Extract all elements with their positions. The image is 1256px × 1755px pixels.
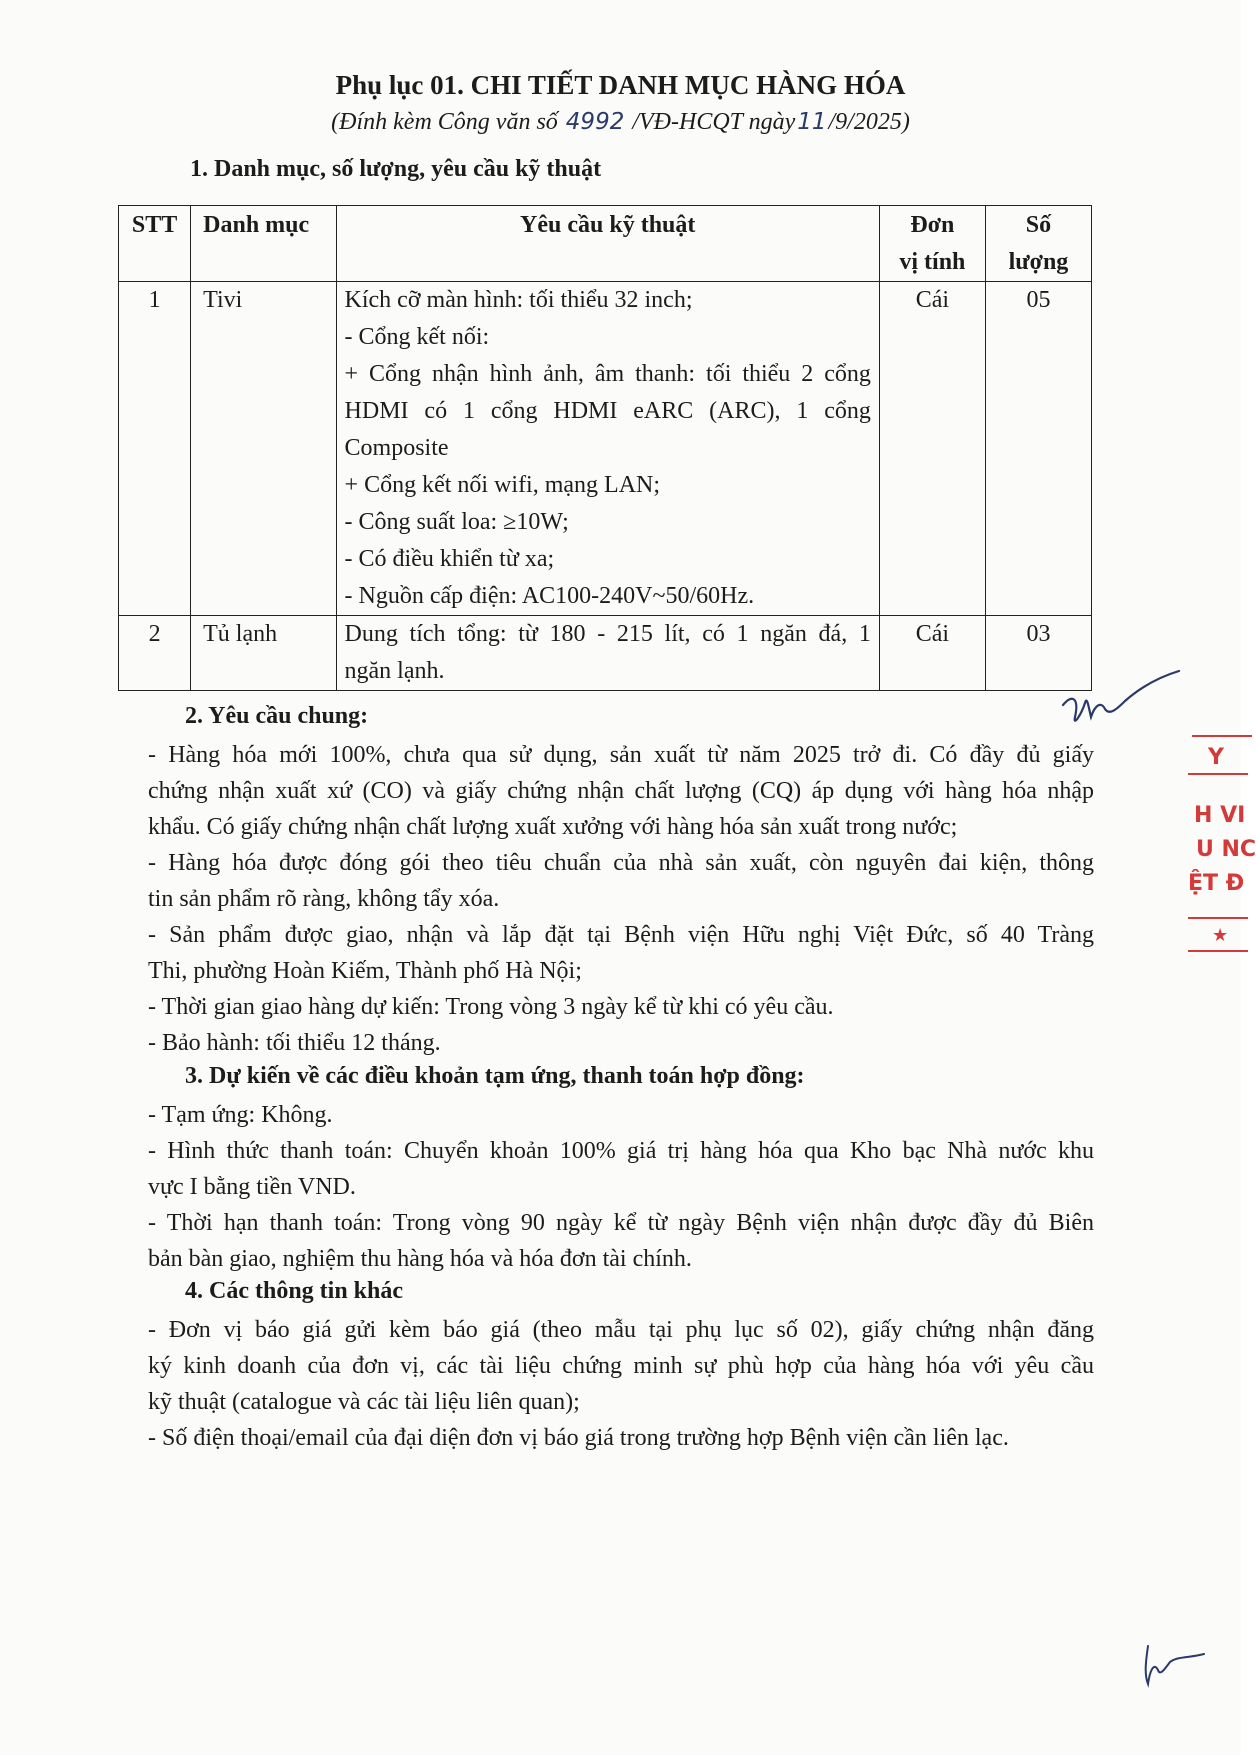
col-header-unit xyxy=(879,206,985,282)
cell-qty: 05 xyxy=(985,282,1091,616)
paragraph-line: - Tạm ứng: Không. xyxy=(148,1102,333,1128)
cell-spec xyxy=(336,282,879,616)
cell-item: Tivi xyxy=(191,282,336,616)
col-header-spec: Yêu cầu kỹ thuật xyxy=(336,206,879,282)
section4-heading: 4. Các thông tin khác xyxy=(185,1278,404,1304)
col-header-qty-l1: Số xyxy=(1025,212,1052,238)
spec-line: ngăn lạnh. xyxy=(344,658,445,684)
paragraph-line: - Đơn vị báo giá gửi kèm báo giá (theo mẫu tại phụ lục số 02), giấy chứng nhận đăng xyxy=(148,1317,1094,1343)
cell-unit: Cái xyxy=(879,282,985,616)
section4-body xyxy=(148,1312,1094,1456)
subtitle-middle: /VĐ-HCQT ngày xyxy=(632,109,796,135)
col-header-unit-l1: Đơn xyxy=(910,212,955,238)
section3-heading: 3. Dự kiến về các điều khoản tạm ứng, thanh toán hợp đồng: xyxy=(185,1063,805,1089)
cell-spec xyxy=(336,616,879,691)
paragraph-line: kỹ thuật (catalogue và các tài liệu liên quan); xyxy=(148,1389,580,1415)
spec-line: + Cổng nhận hình ảnh, âm thanh: tối thiểu 2 cổng xyxy=(344,361,871,387)
spec-line: HDMI có 1 cổng HDMI eARC (ARC), 1 cổng xyxy=(344,398,871,424)
col-header-stt: STT xyxy=(119,206,191,282)
spec-line: Dung tích tổng: từ 180 - 215 lít, có 1 ngăn đá, 1 xyxy=(344,621,871,647)
paragraph-line: khẩu. Có giấy chứng nhận chất lượng xuất xưởng với hàng hóa sản xuất trong nước; xyxy=(148,814,958,840)
stamp-fragment xyxy=(1188,735,1256,955)
cell-stt: 2 xyxy=(119,616,191,691)
spec-line: Kích cỡ màn hình: tối thiểu 32 inch; xyxy=(344,287,693,313)
paragraph-line: Thi, phường Hoàn Kiếm, Thành phố Hà Nội; xyxy=(148,958,582,984)
col-header-item: Danh mục xyxy=(191,206,336,282)
section2-body xyxy=(148,737,1094,1061)
paragraph-line: tin sản phẩm rõ ràng, không tẩy xóa. xyxy=(148,886,500,912)
col-header-qty xyxy=(985,206,1091,282)
paragraph-line: ký kinh doanh của đơn vị, các tài liệu chứng minh sự phù hợp của hàng hóa với yêu cầu xyxy=(148,1353,1094,1379)
paragraph-line: vực I bằng tiền VND. xyxy=(148,1174,356,1200)
handwritten-day: 11 xyxy=(797,109,827,135)
handwritten-initial-icon xyxy=(1055,665,1185,745)
table-row xyxy=(119,616,1092,691)
paragraph-line: chứng nhận xuất xứ (CO) và giấy chứng nhận chất lượng (CQ) áp dụng với hàng hóa nhập xyxy=(148,778,1094,804)
paragraph-line: - Sản phẩm được giao, nhận và lắp đặt tại Bệnh viện Hữu nghị Việt Đức, số 40 Tràng xyxy=(148,922,1094,948)
stamp-line-4: ỆT Đ xyxy=(1188,871,1245,896)
page-initial-icon xyxy=(1140,1640,1210,1690)
goods-table xyxy=(118,205,1092,691)
paragraph-line: - Hàng hóa được đóng gói theo tiêu chuẩn của nhà sản xuất, còn nguyên đai kiện, thông xyxy=(148,850,1094,876)
handwritten-doc-number: 4992 xyxy=(565,109,625,135)
spec-line: - Công suất loa: ≥10W; xyxy=(344,509,569,535)
table-row xyxy=(119,282,1092,616)
section3-body xyxy=(148,1097,1094,1277)
subtitle-suffix: /9/2025) xyxy=(828,109,910,135)
stamp-line-1: Y xyxy=(1208,745,1224,770)
page-title: Phụ lục 01. CHI TIẾT DANH MỤC HÀNG HÓA xyxy=(335,70,906,100)
spec-line: - Có điều khiển từ xa; xyxy=(344,546,555,572)
spec-line: - Cổng kết nối: xyxy=(344,324,490,350)
stamp-line-2: H VI xyxy=(1194,803,1246,828)
section2-heading: 2. Yêu cầu chung: xyxy=(185,703,369,729)
spec-line: Composite xyxy=(344,435,449,461)
page-subtitle xyxy=(0,109,1241,136)
paragraph-line: - Hình thức thanh toán: Chuyển khoản 100% giá trị hàng hóa qua Kho bạc Nhà nước khu xyxy=(148,1138,1094,1164)
cell-stt: 1 xyxy=(119,282,191,616)
table-header-row xyxy=(119,206,1092,282)
paragraph-line: - Thời hạn thanh toán: Trong vòng 90 ngày kể từ ngày Bệnh viện nhận được đầy đủ Biên xyxy=(148,1210,1094,1236)
col-header-qty-l2: lượng xyxy=(1008,249,1069,275)
spec-line: + Cổng kết nối wifi, mạng LAN; xyxy=(344,472,661,498)
col-header-unit-l2: vị tính xyxy=(899,249,966,275)
spec-line: - Nguồn cấp điện: AC100-240V~50/60Hz. xyxy=(344,583,755,609)
cell-unit: Cái xyxy=(879,616,985,691)
paragraph-line: - Hàng hóa mới 100%, chưa qua sử dụng, sản xuất từ năm 2025 trở đi. Có đầy đủ giấy xyxy=(148,742,1094,768)
cell-item: Tủ lạnh xyxy=(191,616,336,691)
section1-heading: 1. Danh mục, số lượng, yêu cầu kỹ thuật xyxy=(190,156,602,182)
cell-qty: 03 xyxy=(985,616,1091,691)
paragraph-line: - Số điện thoại/email của đại diện đơn vị báo giá trong trường hợp Bệnh viện cần liên lạc. xyxy=(148,1425,1009,1451)
paragraph-line: - Thời gian giao hàng dự kiến: Trong vòng 3 ngày kể từ khi có yêu cầu. xyxy=(148,994,834,1020)
stamp-star-icon: ★ xyxy=(1212,925,1229,946)
paragraph-line: - Bảo hành: tối thiểu 12 tháng. xyxy=(148,1030,441,1056)
stamp-line-3: U NC xyxy=(1196,837,1256,862)
subtitle-prefix: (Đính kèm Công văn số xyxy=(331,109,558,135)
paragraph-line: bản bàn giao, nghiệm thu hàng hóa và hóa đơn tài chính. xyxy=(148,1246,692,1272)
